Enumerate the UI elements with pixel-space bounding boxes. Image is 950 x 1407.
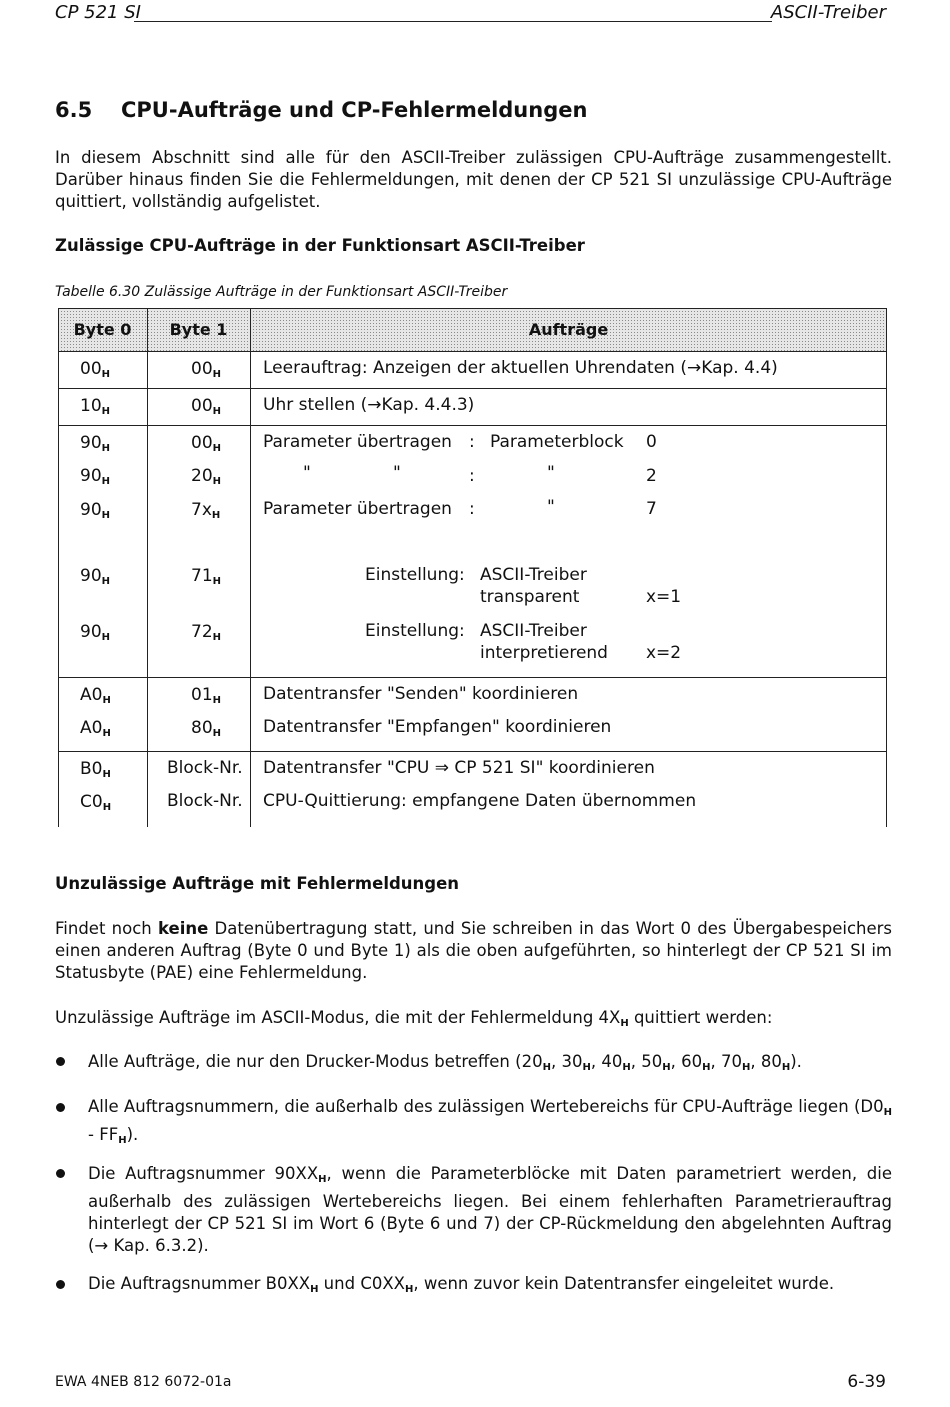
row5-ditto: " bbox=[547, 497, 555, 517]
row7-byte0: $90_H$ bbox=[80, 622, 111, 643]
bullet-icon bbox=[56, 1103, 65, 1112]
table-border bbox=[886, 308, 887, 827]
bullet-parameter-blocks: Die Auftragsnummer $90XX_H$, wenn die Parameterblöcke mit Daten parametriert werden, die außerhalb des zulässigen Wertebereichs liegen. Bei einem fehlerhaften Parametrierauftrag hinterlegt der CP 521 SI im Wort 6 (Byte 6 und 7) der CP-Rückmeldung den abgelehnten Auftrag (→ Kap. 6.3.2). bbox=[88, 1164, 892, 1255]
intro-paragraph: In diesem Abschnitt sind alle für den ASCII-Treiber zulässigen CPU-Aufträge zusammengestellt. Darüber hinaus finden Sie die Fehlermeldungen, mit denen der CP 521 SI unzulässige CPU-Aufträge quittiert, vollständig aufgelistet. bbox=[55, 148, 892, 211]
row6-mode2: transparent bbox=[480, 587, 580, 607]
header-auftraege: Aufträge bbox=[528, 320, 609, 339]
row10-order: Datentransfer "CPU ⇒ CP 521 SI" koordinieren bbox=[263, 758, 655, 778]
bullet-printer-mode: Alle Aufträge, die nur den Drucker-Modus betreffen ($20_H$, $30_H$, $40_H$, $50_H$, $60_H$, $70_H$, $80_H$). bbox=[88, 1052, 802, 1073]
row11-byte1: Block-Nr. bbox=[167, 791, 243, 811]
row5-byte0: $90_H$ bbox=[80, 500, 111, 521]
header-rule bbox=[134, 21, 772, 22]
table-border bbox=[250, 308, 251, 827]
row3-byte0: $90_H$ bbox=[80, 433, 111, 454]
bullet-icon bbox=[56, 1057, 65, 1066]
row8-order: Datentransfer "Senden" koordinieren bbox=[263, 684, 579, 704]
row3-block: Parameterblock bbox=[490, 432, 624, 452]
row6-byte0: $90_H$ bbox=[80, 566, 111, 587]
row2-byte0: $10_H$ bbox=[80, 396, 111, 417]
row6-byte1: $71_H$ bbox=[191, 566, 222, 587]
header-byte1: Byte 1 bbox=[169, 320, 228, 339]
row5-colon: : bbox=[469, 499, 475, 519]
row9-byte0: $A0_H$ bbox=[80, 718, 111, 739]
row11-order: CPU-Quittierung: empfangene Daten übernommen bbox=[263, 791, 697, 811]
row6-mode: ASCII-Treiber bbox=[480, 565, 587, 585]
row9-byte1: $80_H$ bbox=[191, 718, 222, 739]
row10-byte1: Block-Nr. bbox=[167, 758, 243, 778]
section-number: 6.5 bbox=[55, 98, 93, 122]
header-left: CP 521 SI bbox=[55, 2, 141, 23]
row5-byte1: $7x_H$ bbox=[191, 500, 221, 521]
subheading-allowed: Zulässige CPU-Aufträge in der Funktionsart ASCII-Treiber bbox=[55, 236, 585, 255]
row4-colon: : bbox=[469, 466, 475, 486]
row6-x: x=1 bbox=[646, 587, 682, 607]
row10-byte0: $B0_H$ bbox=[80, 759, 111, 780]
table-rule bbox=[58, 308, 887, 309]
row4-num: 2 bbox=[646, 466, 657, 486]
row5-num: 7 bbox=[646, 499, 657, 519]
table-rule bbox=[58, 425, 887, 426]
table-rule bbox=[58, 388, 887, 389]
row3-num: 0 bbox=[646, 432, 657, 452]
row2-order: Uhr stellen (→Kap. 4.4.3) bbox=[263, 395, 475, 415]
row6-label: Einstellung: bbox=[365, 565, 465, 585]
row7-byte1: $72_H$ bbox=[191, 622, 222, 643]
row7-x: x=2 bbox=[646, 643, 682, 663]
row8-byte1: $01_H$ bbox=[191, 685, 222, 706]
header-right: ASCII-Treiber bbox=[770, 2, 886, 23]
paragraph-ascii-mode: Unzulässige Aufträge im ASCII-Modus, die mit der Fehlermeldung $4X_H$ quittiert werden: bbox=[55, 1008, 773, 1029]
row4-byte0: $90_H$ bbox=[80, 466, 111, 487]
section-title: CPU-Aufträge und CP-Fehlermeldungen bbox=[121, 98, 588, 122]
bullet-icon bbox=[56, 1280, 65, 1289]
table-border bbox=[58, 308, 59, 827]
page-number: 6-39 bbox=[847, 1372, 886, 1392]
row11-byte0: $C0_H$ bbox=[80, 792, 112, 813]
row8-byte0: $A0_H$ bbox=[80, 685, 111, 706]
row1-byte1: $00_H$ bbox=[191, 359, 222, 380]
row9-order: Datentransfer "Empfangen" koordinieren bbox=[263, 717, 612, 737]
row4-ditto: " bbox=[303, 463, 311, 483]
bullet-range: Alle Auftragsnummern, die außerhalb des zulässigen Wertebereichs für CPU-Aufträge liegen $(D0_H - FF_H)$. bbox=[88, 1097, 892, 1146]
row3-byte1: $00_H$ bbox=[191, 433, 222, 454]
subheading-invalid: Unzulässige Aufträge mit Fehlermeldungen bbox=[55, 874, 460, 893]
bullet-icon bbox=[56, 1169, 65, 1178]
table-rule bbox=[58, 751, 887, 752]
row7-mode2: interpretierend bbox=[480, 643, 608, 663]
header-byte0: Byte 0 bbox=[73, 320, 132, 339]
paragraph-no-transfer: Findet noch keine Datenübertragung statt, und Sie schreiben in das Wort 0 des Übergabespeichers einen anderen Auftrag (Byte 0 und Byte 1) als die oben aufgeführten, so hinterlegt der CP 521 SI im Statusbyte (PAE) eine Fehlermeldung. bbox=[55, 919, 893, 982]
table-rule bbox=[58, 351, 887, 352]
bullet-transfer: Die Auftragsnummer $B0XX_H$ und $C0XX_H$, wenn zuvor kein Datentransfer eingeleitet wurde. bbox=[88, 1274, 835, 1295]
row7-label: Einstellung: bbox=[365, 621, 465, 641]
row1-order: Leerauftrag: Anzeigen der aktuellen Uhrendaten (→Kap. 4.4) bbox=[263, 358, 778, 378]
row4-byte1: $20_H$ bbox=[191, 466, 222, 487]
row5-order: Parameter übertragen bbox=[263, 499, 452, 519]
row4-ditto: " bbox=[393, 463, 401, 483]
table-border bbox=[147, 308, 148, 827]
row3-order: Parameter übertragen bbox=[263, 432, 452, 452]
row2-byte1: $00_H$ bbox=[191, 396, 222, 417]
row7-mode: ASCII-Treiber bbox=[480, 621, 587, 641]
row4-ditto: " bbox=[547, 463, 555, 483]
footer-doc-id: EWA 4NEB 812 6072-01a bbox=[55, 1374, 232, 1390]
table-caption: Tabelle 6.30 Zulässige Aufträge in der Funktionsart ASCII-Treiber bbox=[55, 284, 508, 300]
row3-colon: : bbox=[469, 432, 475, 452]
table-rule bbox=[58, 677, 887, 678]
row1-byte0: $00_H$ bbox=[80, 359, 111, 380]
